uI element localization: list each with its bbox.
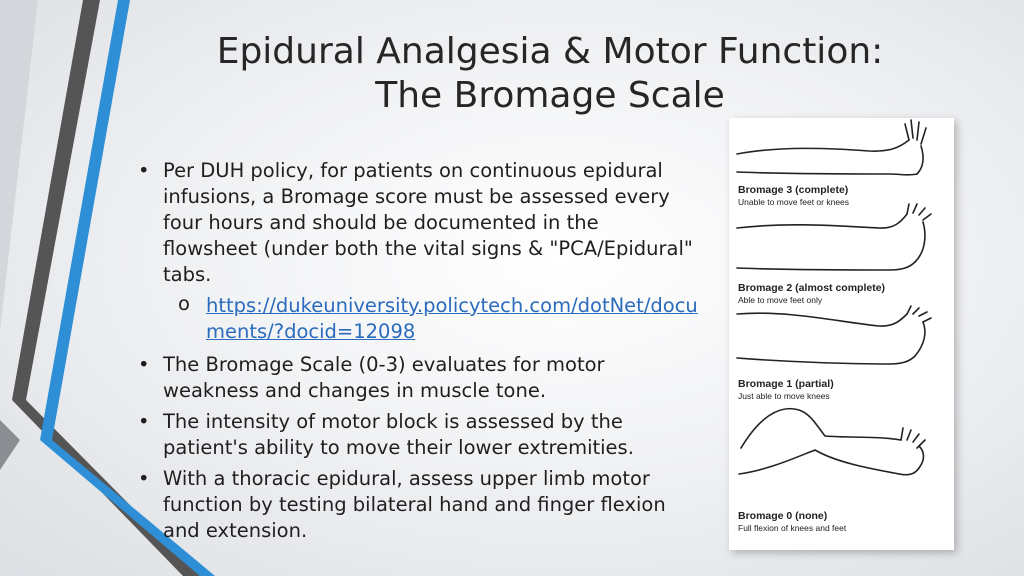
- leg-drawings: [729, 118, 954, 550]
- bromage-2-desc: Able to move feet only: [738, 295, 823, 305]
- sub-bullet-item: [138, 293, 698, 345]
- bromage-0-desc: Full flexion of knees and feet: [738, 523, 847, 533]
- bromage-2-title: Bromage 2 (almost complete): [738, 282, 886, 294]
- bullet-item: [138, 409, 698, 461]
- bullet-text: Per DUH policy, for patients on continuous epidural infusions, a Bromage score must be assessed every four hours and should be documented in the flowsheet (under both the vital signs & "PCA/Epidural" tabs.: [163, 159, 693, 286]
- leg-drawing-level-1: [737, 306, 931, 364]
- leg-drawing-level-2: [737, 204, 931, 270]
- bullet-text: The intensity of motor block is assessed by the patient's ability to move their lower extremities.: [163, 410, 634, 459]
- leg-drawing-level-3: [737, 120, 926, 175]
- bullet-symbol: •: [138, 353, 150, 376]
- bromage-1-title: Bromage 1 (partial): [738, 378, 834, 390]
- slide-title: [140, 30, 960, 118]
- bullet-text: With a thoracic epidural, assess upper limb motor function by testing bilateral hand and finger flexion and extension.: [163, 467, 666, 542]
- leg-drawing-level-0: [739, 409, 925, 475]
- sub-bullet-symbol: o: [178, 292, 190, 315]
- policy-link[interactable]: https://dukeuniversity.policytech.com/dotNet/documents/?docid=12098: [206, 294, 698, 343]
- bromage-scale-figure: [729, 118, 954, 550]
- bromage-0-title: Bromage 0 (none): [738, 510, 828, 522]
- bromage-3-desc: Unable to move feet or knees: [738, 197, 850, 207]
- bromage-1-desc: Just able to move knees: [738, 391, 830, 401]
- bullet-list: [138, 158, 698, 549]
- bullet-symbol: •: [138, 467, 150, 490]
- title-line-2: The Bromage Scale: [375, 75, 725, 116]
- bullet-symbol: •: [138, 410, 150, 433]
- bromage-3-title: Bromage 3 (complete): [738, 184, 849, 196]
- bullet-symbol: •: [138, 159, 150, 182]
- bullet-item: [138, 352, 698, 404]
- bullet-item: [138, 466, 698, 544]
- bullet-item: [138, 158, 698, 288]
- bullet-text: The Bromage Scale (0-3) evaluates for motor weakness and changes in muscle tone.: [163, 353, 605, 402]
- title-line-1: Epidural Analgesia & Motor Function:: [216, 31, 884, 72]
